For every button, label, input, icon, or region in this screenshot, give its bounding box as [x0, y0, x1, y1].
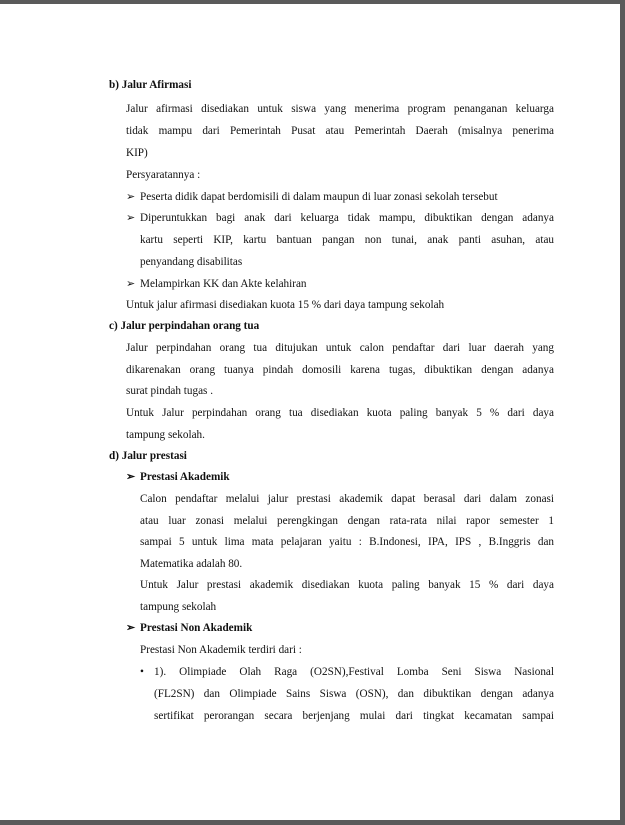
non-akademik-item-1-bullet: [140, 665, 154, 679]
req-item-2-line-3: penyandang disabilitas: [140, 256, 243, 268]
req-item-1: [126, 190, 498, 204]
prestasi-akademik-title: [126, 470, 230, 484]
section-b-intro-line-1: Jalur afirmasi disediakan untuk siswa yang menerima program penanganan keluarga: [126, 103, 554, 115]
akademik-para1-line-2: atau luar zonasi melalui perengkingan dengan rata-rata nilai rapor semester 1: [140, 515, 554, 527]
req-item-2-line-2: kartu seperti KIP, kartu bantuan pangan non tunai, anak panti asuhan, atau: [140, 234, 554, 246]
prestasi-non-akademik-title: [126, 621, 252, 635]
prestasi-non-akademik-title-text: Prestasi Non Akademik: [140, 622, 253, 634]
section-d-heading: d) Jalur prestasi: [109, 450, 187, 462]
arrow-bullet-icon: ➢: [126, 191, 136, 203]
arrow-bullet-icon: ➢: [126, 212, 136, 224]
akademik-para2-line-2: tampung sekolah: [140, 601, 217, 613]
section-b-quota: Untuk jalur afirmasi disediakan kuota 15 % dari daya tampung sekolah: [126, 299, 445, 311]
section-c-para1-line-1: Jalur perpindahan orang tua ditujukan untuk calon pendaftar dari luar daerah yang: [126, 342, 554, 354]
req-item-2-bullet: [126, 211, 140, 225]
prestasi-akademik-title-text: Prestasi Akademik: [140, 471, 230, 483]
section-c-heading: c) Jalur perpindahan orang tua: [109, 320, 260, 332]
non-akademik-item-1-line-1: 1). Olimpiade Olah Raga (O2SN),Festival Lomba Seni Siswa Nasional: [154, 666, 554, 678]
arrow-bullet-icon: ➢: [126, 278, 136, 290]
section-b-intro-line-3: KIP): [126, 147, 148, 159]
section-c-para1-line-3: surat pindah tugas .: [126, 385, 213, 397]
req-item-3: [126, 277, 307, 291]
document-page: [0, 4, 620, 820]
akademik-para1-line-3: sampai 5 untuk lima mata pelajaran yaitu : B.Indonesi, IPA, IPS , B.Inggris dan: [140, 536, 554, 548]
section-b-intro-line-2: tidak mampu dari Pemerintah Pusat atau Pemerintah Daerah (misalnya penerima: [126, 125, 554, 137]
dot-bullet-icon: •: [140, 666, 144, 678]
req-item-1-text: Peserta didik dapat berdomisili di dalam maupun di luar zonasi sekolah tersebut: [140, 191, 498, 203]
akademik-para1-line-4: Matematika adalah 80.: [140, 558, 243, 570]
non-akademik-intro: Prestasi Non Akademik terdiri dari :: [140, 644, 302, 656]
section-c-para2-line-2: tampung sekolah.: [126, 429, 205, 441]
akademik-para1-line-1: Calon pendaftar melalui jalur prestasi akademik dapat berasal dari dalam zonasi: [140, 493, 554, 505]
section-b-heading: b) Jalur Afirmasi: [109, 79, 192, 91]
section-b-req-label: Persyaratannya :: [126, 169, 201, 181]
arrow-bullet-icon: ➢: [126, 471, 136, 483]
non-akademik-item-1-line-2: (FL2SN) dan Olimpiade Sains Siswa (OSN), dan dibuktikan dengan adanya: [154, 688, 554, 700]
section-c-para1-line-2: dikarenakan orang tuanya pindah domosili karena tugas, dibuktikan dengan adanya: [126, 364, 554, 376]
arrow-bullet-icon: ➢: [126, 622, 136, 634]
non-akademik-item-1-line-3: sertifikat perorangan secara berjenjang mulai dari tingkat kecamatan sampai: [154, 710, 554, 722]
req-item-2-line-1: Diperuntukkan bagi anak dari keluarga tidak mampu, dibuktikan dengan adanya: [140, 212, 554, 224]
akademik-para2-line-1: Untuk Jalur prestasi akademik disediakan kuota paling banyak 15 % dari daya: [140, 579, 554, 591]
section-c-para2-line-1: Untuk Jalur perpindahan orang tua disediakan kuota paling banyak 5 % dari daya: [126, 407, 554, 419]
req-item-3-text: Melampirkan KK dan Akte kelahiran: [140, 278, 307, 290]
